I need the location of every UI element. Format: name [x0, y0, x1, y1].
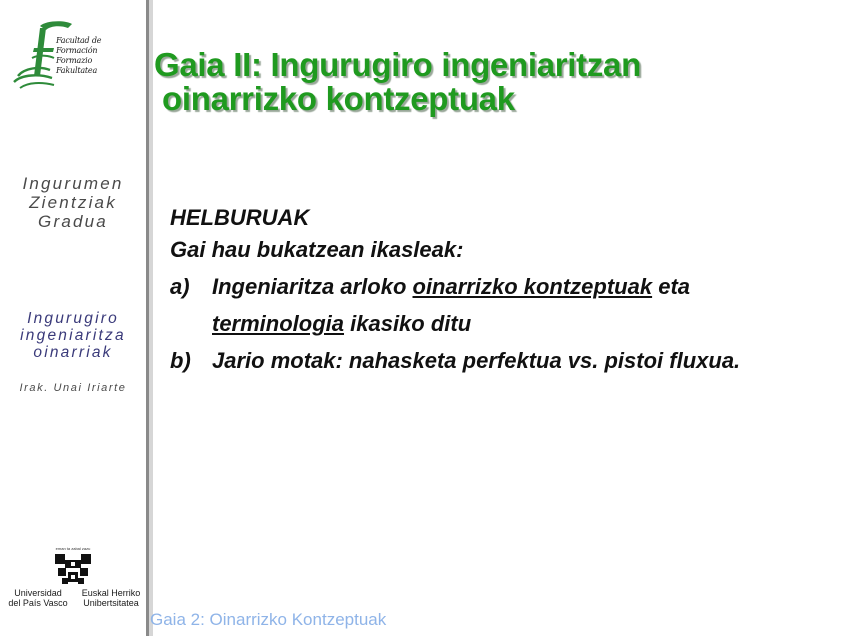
sidebar [0, 0, 146, 636]
teacher-name: Irak. Unai Iriarte [19, 382, 127, 394]
slide-title-line1: Gaia II: Ingurugiro ingeniaritzan [154, 46, 641, 83]
list-item [170, 342, 776, 379]
slide-title [154, 48, 641, 116]
course-name: Ingurugiro ingeniaritza oinarriak [20, 310, 126, 361]
slide-footer: Gaia 2: Oinarrizko Kontzeptuak [150, 610, 387, 629]
university-logo: eman ta zabal zazu Universidad del País Vasco Euskal Herriko Unibertsitatea [0, 544, 146, 610]
university-motto: eman ta zabal zazu [55, 546, 91, 551]
objectives-intro: Gai hau bukatzean ikasleak: [170, 237, 464, 262]
list-marker: b) [170, 348, 191, 373]
item-text: ikasiko ditu [344, 311, 472, 336]
sidebar-divider-shadow [149, 0, 153, 636]
objectives-list [170, 268, 776, 379]
underlined-term: oinarrizko kontzeptuak [412, 274, 653, 299]
item-text: eta [652, 274, 691, 299]
underlined-term: terminologia [212, 311, 345, 336]
faculty-logo [10, 18, 132, 92]
list-marker: a) [170, 274, 190, 299]
item-text: Jario motak: nahasketa perfektua vs. pistoi fluxua. [212, 348, 741, 373]
slide-content [170, 202, 776, 379]
faculty-name: Facultad de Formación Formazio Fakultatea [56, 36, 102, 75]
university-emblem-icon [0, 544, 146, 586]
program-name: Ingurumen Zientziak Gradua [22, 174, 124, 231]
slide-title-line2: oinarrizko kontzeptuak [162, 80, 515, 117]
list-item [170, 268, 776, 342]
item-text: Ingeniaritza arloko [212, 274, 413, 299]
objectives-heading: HELBURUAK [170, 205, 310, 230]
